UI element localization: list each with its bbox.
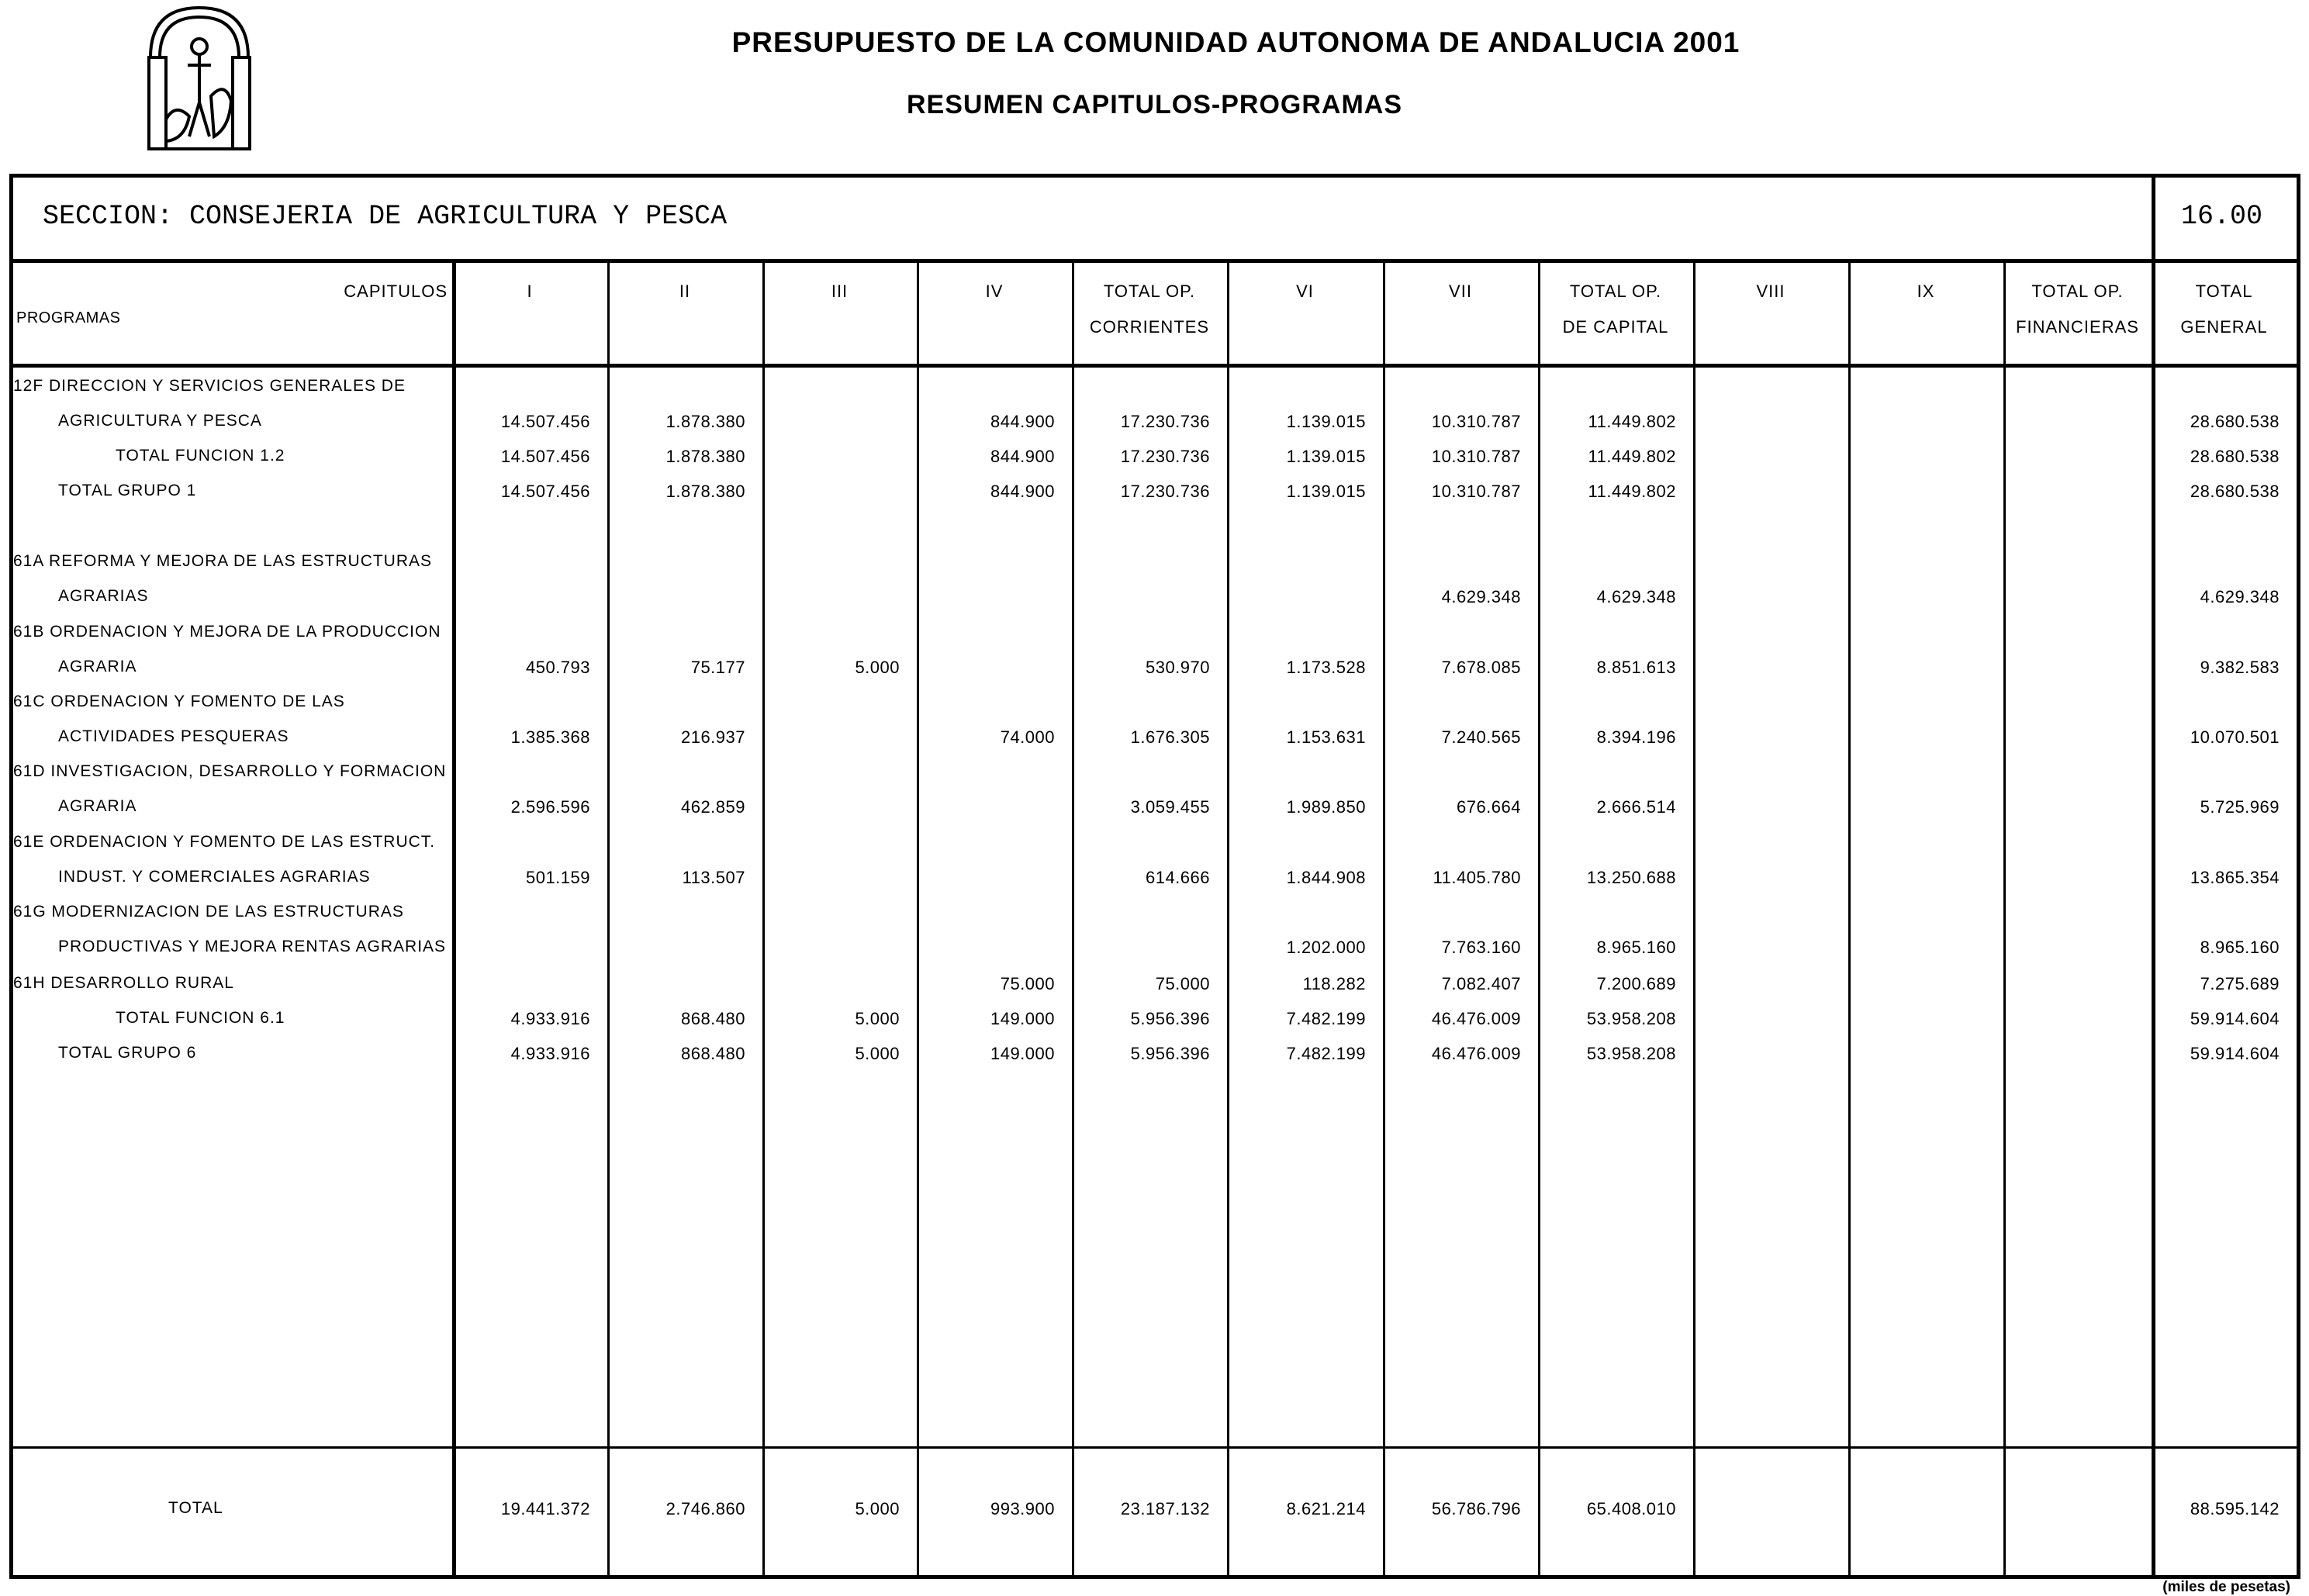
column-header	[1227, 274, 1383, 309]
budget-table	[9, 174, 2300, 1579]
cell-value: 13.865.354	[2190, 868, 2280, 887]
column-header	[1072, 274, 1227, 345]
cell-value: 1.173.528	[1286, 658, 1366, 677]
column-header	[2152, 274, 2297, 345]
cell-value: 1.878.380	[665, 447, 745, 466]
cell-value: 1.844.908	[1286, 868, 1366, 887]
cell-value: 149.000	[990, 1009, 1055, 1028]
program-name: 12F DIRECCION Y SERVICIOS GENERALES DE	[13, 377, 406, 395]
cell-value: 8.394.196	[1596, 727, 1676, 747]
column-header-line: I	[527, 282, 533, 301]
column-header	[607, 274, 762, 309]
cell-value: 530.970	[1145, 658, 1210, 677]
column-header	[917, 274, 1072, 309]
program-name-line: TOTAL FUNCION 6.1	[116, 1009, 285, 1027]
program-name-line: PRODUCTIVAS Y MEJORA RENTAS AGRARIAS	[58, 938, 447, 955]
cell-value: 4.933.916	[510, 1044, 590, 1063]
cell-value: 8.851.613	[1596, 658, 1676, 677]
cell-value: 118.282	[1302, 974, 1366, 993]
cell-value: 59.914.604	[2190, 1044, 2280, 1063]
cell-value: 868.480	[680, 1044, 745, 1063]
program-name-line: 61H DESARROLLO RURAL	[13, 974, 234, 992]
cell-value: 53.958.208	[1586, 1009, 1676, 1028]
cell-value: 7.240.565	[1441, 727, 1521, 747]
programas-header: PROGRAMAS	[16, 309, 121, 326]
program-name-line: AGRARIA	[58, 797, 137, 815]
cell-value: 13.250.688	[1586, 868, 1676, 887]
cell-value: 614.666	[1145, 868, 1210, 887]
cell-value: 5.000	[855, 1009, 900, 1028]
total-value: 23.187.132	[1120, 1499, 1210, 1518]
column-divider	[762, 263, 765, 1579]
document-title: PRESUPUESTO DE LA COMUNIDAD AUTONOMA DE ANDALUCIA 2001	[731, 26, 1740, 58]
cell-value: 3.059.455	[1130, 797, 1210, 817]
cell-value: 28.680.538	[2190, 482, 2280, 501]
program-name-line: AGRICULTURA Y PESCA	[58, 412, 262, 430]
cell-value: 1.153.631	[1286, 727, 1366, 747]
program-name-line: TOTAL GRUPO 6	[58, 1044, 197, 1062]
cell-value: 11.405.780	[1433, 868, 1521, 887]
cell-value: 14.507.456	[500, 412, 590, 431]
column-header-line: IX	[1917, 282, 1935, 301]
column-header-line: VI	[1296, 282, 1314, 301]
cell-value: 4.629.348	[1441, 587, 1521, 606]
column-header	[452, 274, 607, 309]
cell-value: 17.230.736	[1120, 447, 1210, 466]
cell-value: 868.480	[680, 1009, 745, 1028]
total-value: 56.786.796	[1431, 1499, 1521, 1518]
units-footnote: (miles de pesetas)	[2162, 1579, 2290, 1595]
total-value: 8.621.214	[1286, 1499, 1366, 1518]
column-divider	[1693, 263, 1695, 1579]
cell-value: 844.900	[990, 412, 1055, 431]
column-header-line: TOTAL OP.	[2031, 282, 2124, 301]
cell-value: 5.725.969	[2200, 797, 2280, 817]
program-name-line: AGRARIAS	[58, 587, 149, 605]
cell-value: 14.507.456	[500, 447, 590, 466]
cell-value: 1.676.305	[1130, 727, 1210, 747]
cell-value: 7.482.199	[1286, 1009, 1366, 1028]
column-header-line: CORRIENTES	[1089, 317, 1210, 337]
cell-value: 17.230.736	[1120, 412, 1210, 431]
cell-value: 8.965.160	[2200, 938, 2280, 957]
cell-value: 46.476.009	[1431, 1009, 1521, 1028]
cell-value: 5.000	[855, 658, 900, 677]
program-name-line: AGRARIA	[58, 658, 137, 675]
program-name: 61B ORDENACION Y MEJORA DE LA PRODUCCION	[13, 623, 441, 641]
total-value: 5.000	[855, 1499, 900, 1518]
column-divider	[1848, 263, 1851, 1579]
column-header-line: GENERAL	[2180, 317, 2268, 337]
program-name-line: INDUST. Y COMERCIALES AGRARIAS	[58, 868, 371, 886]
column-header-line: FINANCIERAS	[2016, 317, 2139, 337]
cell-value: 1.878.380	[665, 482, 745, 501]
cell-value: 501.159	[525, 868, 590, 887]
cell-value: 11.449.802	[1588, 412, 1676, 431]
cell-value: 844.900	[990, 482, 1055, 501]
cell-value: 11.449.802	[1588, 482, 1676, 501]
column-divider	[2003, 263, 2006, 1579]
cell-value: 59.914.604	[2190, 1009, 2280, 1028]
cell-value: 28.680.538	[2190, 412, 2280, 431]
total-value: 993.900	[990, 1499, 1055, 1518]
program-name-line: TOTAL GRUPO 1	[58, 482, 197, 499]
column-header	[2003, 274, 2152, 345]
cell-value: 113.507	[682, 868, 745, 887]
cell-value: 1.989.850	[1286, 797, 1366, 817]
program-name-line: TOTAL FUNCION 1.2	[116, 447, 285, 465]
cell-value: 1.385.368	[510, 727, 590, 747]
cell-value: 14.507.456	[500, 482, 590, 501]
program-name: 61G MODERNIZACION DE LAS ESTRUCTURAS	[13, 903, 404, 921]
program-name: 61D INVESTIGACION, DESARROLLO Y FORMACION	[13, 762, 447, 780]
cell-value: 75.177	[690, 658, 745, 677]
column-header	[1848, 274, 2003, 309]
cell-value: 7.482.199	[1286, 1044, 1366, 1063]
cell-value: 4.629.348	[2200, 587, 2280, 606]
total-value: 65.408.010	[1586, 1499, 1676, 1518]
cell-value: 75.000	[1000, 974, 1055, 993]
column-header-line: VII	[1449, 282, 1472, 301]
cell-value: 10.310.787	[1431, 412, 1521, 431]
cell-value: 1.139.015	[1286, 482, 1366, 501]
column-header-line: TOTAL OP.	[1103, 282, 1196, 301]
column-header-line: TOTAL	[2195, 282, 2253, 301]
cell-value: 1.202.000	[1286, 938, 1366, 957]
cell-value: 844.900	[990, 447, 1055, 466]
cell-value: 7.275.689	[2200, 974, 2280, 993]
cell-value: 7.763.160	[1441, 938, 1521, 957]
cell-value: 450.793	[525, 658, 590, 677]
cell-value: 4.933.916	[510, 1009, 590, 1028]
cell-value: 8.965.160	[1596, 938, 1676, 957]
column-header-line: III	[831, 282, 849, 301]
cell-value: 462.859	[680, 797, 745, 817]
header-divider	[13, 364, 2297, 368]
cell-value: 10.310.787	[1431, 447, 1521, 466]
cell-value: 5.956.396	[1130, 1044, 1210, 1063]
total-value: 19.441.372	[500, 1499, 590, 1518]
column-header-line: IV	[985, 282, 1004, 301]
cell-value: 46.476.009	[1431, 1044, 1521, 1063]
column-header	[1693, 274, 1848, 309]
program-name: 61E ORDENACION Y FOMENTO DE LAS ESTRUCT.	[13, 833, 436, 851]
column-header-line: VIII	[1756, 282, 1785, 301]
cell-value: 1.139.015	[1286, 412, 1366, 431]
section-row	[13, 178, 2297, 263]
cell-value: 53.958.208	[1586, 1044, 1676, 1063]
cell-value: 74.000	[1000, 727, 1055, 747]
column-header-line: II	[679, 282, 691, 301]
column-header-line: TOTAL OP.	[1569, 282, 1662, 301]
column-header-line: DE CAPITAL	[1562, 317, 1669, 337]
total-label: TOTAL	[168, 1499, 223, 1517]
cell-value: 2.596.596	[510, 797, 590, 817]
cell-value: 4.629.348	[1596, 587, 1676, 606]
cell-value: 9.382.583	[2200, 658, 2280, 677]
cell-value: 216.937	[680, 727, 745, 747]
total-divider	[13, 1446, 2297, 1449]
cell-value: 7.200.689	[1596, 974, 1676, 993]
cell-value: 28.680.538	[2190, 447, 2280, 466]
total-value: 2.746.860	[665, 1499, 745, 1518]
cell-value: 10.310.787	[1431, 482, 1521, 501]
cell-value: 10.070.501	[2190, 727, 2280, 747]
total-value: 88.595.142	[2190, 1499, 2280, 1518]
cell-value: 11.449.802	[1588, 447, 1676, 466]
column-header	[1383, 274, 1538, 309]
section-code: 16.00	[2180, 201, 2262, 232]
section-divider	[2152, 178, 2155, 263]
program-name: 61C ORDENACION Y FOMENTO DE LAS	[13, 693, 345, 710]
cell-value: 5.000	[855, 1044, 900, 1063]
program-name: 61A REFORMA Y MEJORA DE LAS ESTRUCTURAS	[13, 552, 433, 570]
cell-value: 7.082.407	[1441, 974, 1521, 993]
capitulos-header: CAPITULOS	[344, 282, 448, 301]
column-header	[762, 274, 917, 309]
cell-value: 1.878.380	[665, 412, 745, 431]
cell-value: 676.664	[1456, 797, 1521, 817]
cell-value: 7.678.085	[1441, 658, 1521, 677]
cell-value: 75.000	[1155, 974, 1210, 993]
cell-value: 1.139.015	[1286, 447, 1366, 466]
cell-value: 5.956.396	[1130, 1009, 1210, 1028]
column-header	[1538, 274, 1693, 345]
cell-value: 2.666.514	[1596, 797, 1676, 817]
document-subtitle: RESUMEN CAPITULOS-PROGRAMAS	[906, 90, 1403, 119]
cell-value: 17.230.736	[1120, 482, 1210, 501]
section-label: SECCION: CONSEJERIA DE AGRICULTURA Y PESCA	[43, 201, 728, 232]
program-name-line: ACTIVIDADES PESQUERAS	[58, 727, 289, 745]
cell-value: 149.000	[990, 1044, 1055, 1063]
